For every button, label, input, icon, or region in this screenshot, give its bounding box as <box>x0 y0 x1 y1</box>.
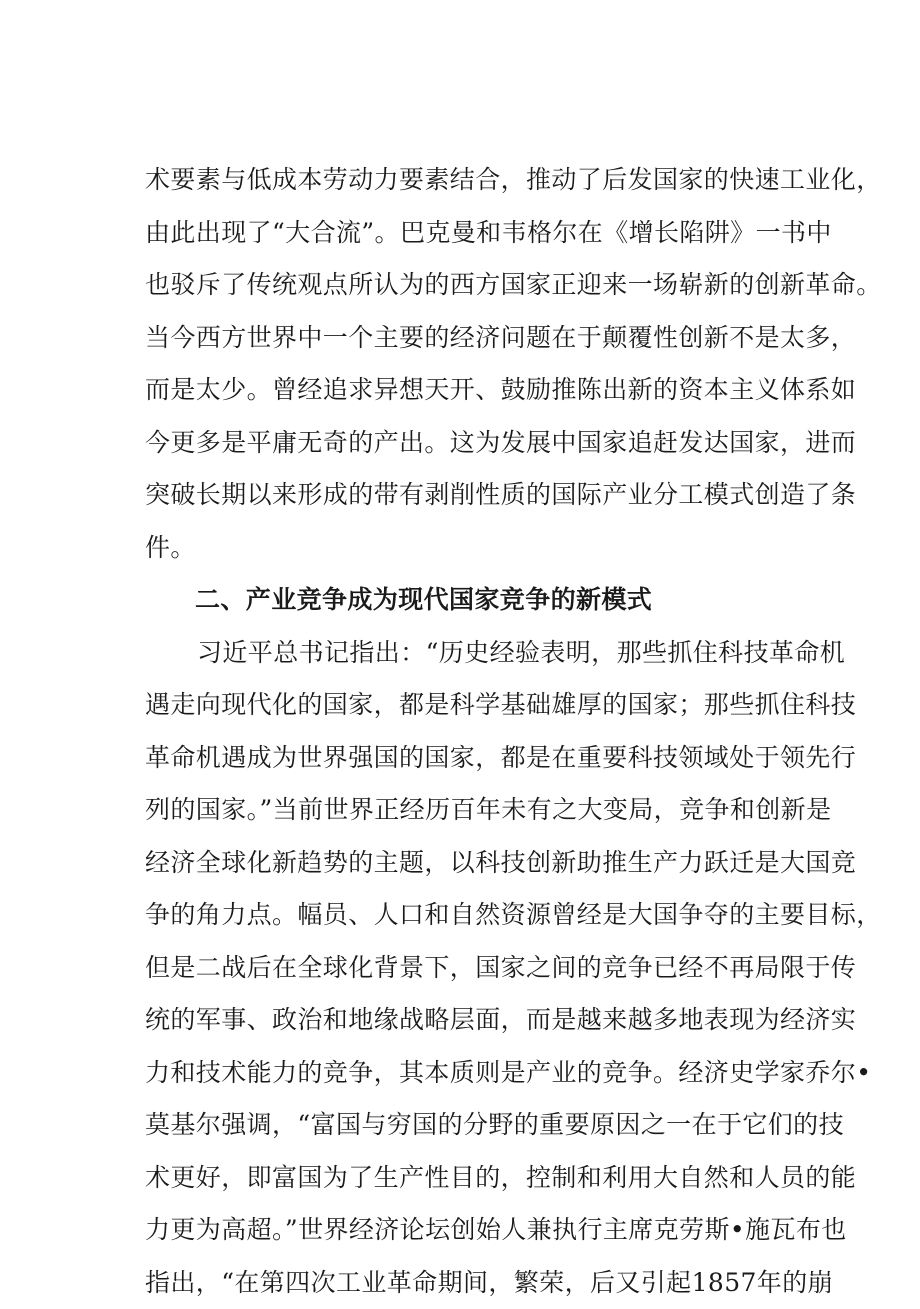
text-line: 列的国家。”当前世界正经历百年未有之大变局，竞争和创新是 <box>145 784 785 837</box>
text-line: 经济全球化新趋势的主题，以科技创新助推生产力跃迁是大国竞 <box>145 837 785 890</box>
text-line: 而是太少。曾经追求异想天开、鼓励推陈出新的资本主义体系如 <box>145 364 785 417</box>
text-line: 革命机遇成为世界强国的国家，都是在重要科技领域处于领先行 <box>145 732 785 785</box>
text-line: 今更多是平庸无奇的产出。这为发展中国家追赶发达国家，进而 <box>145 417 785 470</box>
section-heading: 二、产业竞争成为现代国家竞争的新模式 <box>145 574 785 627</box>
text-line: 由此出现了“大合流”。巴克曼和韦格尔在《增长陷阱》一书中 <box>145 207 785 260</box>
text-line: 习近平总书记指出：“历史经验表明，那些抓住科技革命机 <box>145 627 785 680</box>
text-line: 遇走向现代化的国家，都是科学基础雄厚的国家；那些抓住科技 <box>145 679 785 732</box>
text-line: 力和技术能力的竞争，其本质则是产业的竞争。经济史学家乔尔• <box>145 1047 785 1100</box>
text-line: 指出，“在第四次工业革命期间，繁荣，后又引起1857年的崩 <box>145 1257 785 1309</box>
text-line: 但是二战后在全球化背景下，国家之间的竞争已经不再局限于传 <box>145 942 785 995</box>
paragraph-section-two <box>145 627 785 1309</box>
text-line: 争的角力点。幅员、人口和自然资源曾经是大国争夺的主要目标， <box>145 889 785 942</box>
text-line: 也驳斥了传统观点所认为的西方国家正迎来一场崭新的创新革命。 <box>145 259 785 312</box>
text-line: 力更为高超。”世界经济论坛创始人兼执行主席克劳斯•施瓦布也 <box>145 1204 785 1257</box>
text-line: 件。 <box>145 522 785 575</box>
document-body <box>145 154 785 1309</box>
text-line: 术要素与低成本劳动力要素结合，推动了后发国家的快速工业化， <box>145 154 785 207</box>
text-line: 莫基尔强调，“富国与穷国的分野的重要原因之一在于它们的技 <box>145 1099 785 1152</box>
text-line: 统的军事、政治和地缘战略层面，而是越来越多地表现为经济实 <box>145 994 785 1047</box>
text-line: 突破长期以来形成的带有剥削性质的国际产业分工模式创造了条 <box>145 469 785 522</box>
text-line: 当今西方世界中一个主要的经济问题在于颠覆性创新不是太多， <box>145 312 785 365</box>
text-line: 术更好，即富国为了生产性目的，控制和利用大自然和人员的能 <box>145 1152 785 1205</box>
paragraph-continued <box>145 154 785 574</box>
